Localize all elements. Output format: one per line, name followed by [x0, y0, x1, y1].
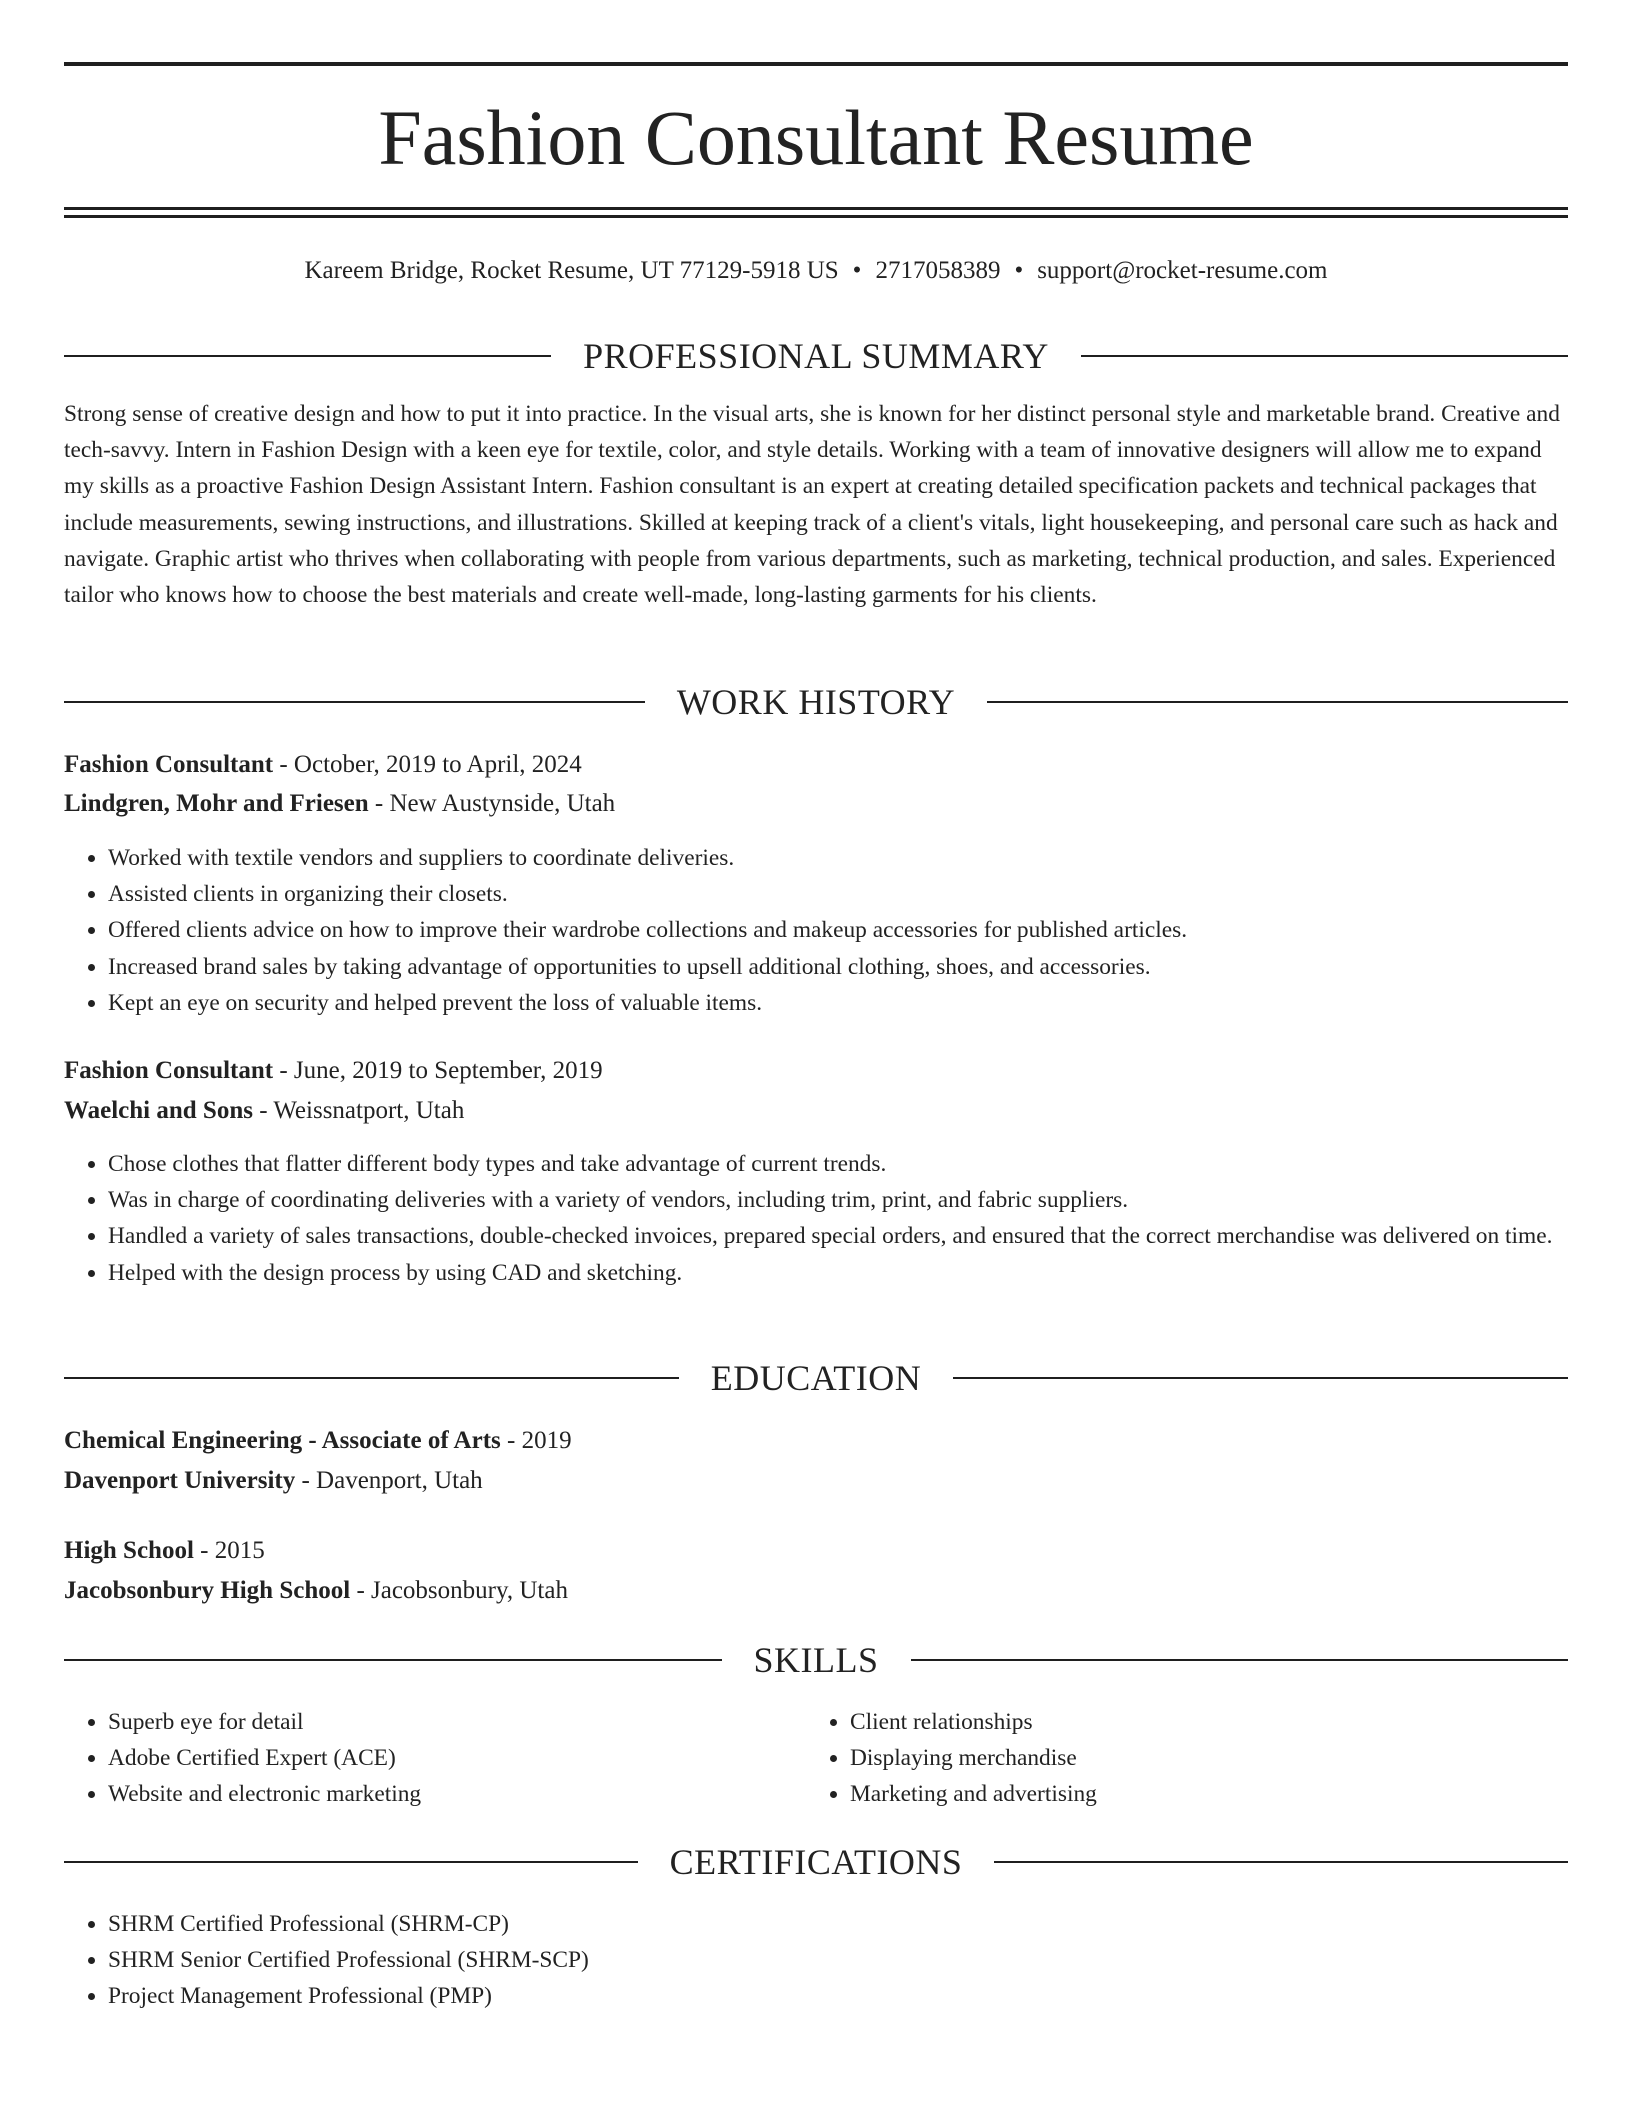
- education-year: - 2019: [500, 1427, 572, 1454]
- skill-item: • Superb eye for detail: [108, 1704, 808, 1740]
- work-section-header: [64, 680, 1568, 724]
- certifications-section-header: [64, 1840, 1568, 1884]
- education-school-line: [64, 1573, 568, 1609]
- list-item: • Assisted clients in organizing their closets.: [108, 876, 1568, 912]
- education-location: - Jacobsonbury, Utah: [350, 1577, 568, 1604]
- education-school: Jacobsonbury High School: [64, 1577, 351, 1604]
- job-location: - New Austynside, Utah: [368, 790, 616, 817]
- section-title: PROFESSIONAL SUMMARY: [583, 336, 1049, 376]
- job-title-line: [64, 1053, 603, 1089]
- education-year: - 2015: [193, 1537, 265, 1564]
- certifications-list: [64, 1906, 1568, 2015]
- job-company: Waelchi and Sons: [64, 1097, 253, 1124]
- contact-phone: 2717058389: [875, 257, 1001, 284]
- contact-address: Kareem Bridge, Rocket Resume, UT 77129-5918 US: [304, 257, 839, 284]
- skill-item: • Displaying merchandise: [850, 1740, 1550, 1776]
- education-degree-line: [64, 1423, 572, 1459]
- contact-line: [64, 254, 1568, 288]
- certification-item: • Project Management Professional (PMP): [108, 1978, 1568, 2014]
- section-rule: [911, 1659, 1569, 1661]
- list-item: • Increased brand sales by taking advantage of opportunities to upsell additional clothing, shoes, and accessories.: [108, 949, 1568, 985]
- job-title: Fashion Consultant: [64, 1057, 274, 1084]
- certification-item: • SHRM Certified Professional (SHRM-CP): [108, 1906, 1568, 1942]
- skill-item: • Website and electronic marketing: [108, 1776, 808, 1812]
- list-item: • Handled a variety of sales transactions, double-checked invoices, prepared special orders, and ensured that the correct merchandise was delivered on time.: [108, 1218, 1568, 1254]
- section-rule: [64, 1377, 679, 1379]
- list-item: • Helped with the design process by using CAD and sketching.: [108, 1255, 1568, 1291]
- summary-section-header: [64, 334, 1568, 378]
- certification-item: • SHRM Senior Certified Professional (SHRM-SCP): [108, 1942, 1568, 1978]
- section-rule: [64, 701, 645, 703]
- job-bullets: [64, 840, 1568, 1021]
- resume-title: Fashion Consultant Resume: [378, 94, 1254, 181]
- job-bullets: [64, 1146, 1568, 1291]
- section-rule: [64, 1861, 638, 1863]
- education-location: - Davenport, Utah: [295, 1467, 483, 1494]
- job-company-line: [64, 786, 615, 822]
- section-rule: [64, 355, 551, 357]
- skills-list-right: [806, 1704, 1550, 1812]
- section-rule: [1081, 355, 1568, 357]
- job-company: Lindgren, Mohr and Friesen: [64, 790, 369, 817]
- section-title: EDUCATION: [710, 1358, 922, 1398]
- section-rule: [953, 1377, 1568, 1379]
- section-title: CERTIFICATIONS: [669, 1842, 963, 1882]
- education-school: Davenport University: [64, 1467, 296, 1494]
- contact-email: support@rocket-resume.com: [1037, 257, 1328, 284]
- education-school-line: [64, 1463, 483, 1499]
- list-item: • Was in charge of coordinating deliveries with a variety of vendors, including trim, print, and fabric suppliers.: [108, 1182, 1568, 1218]
- contact-separator: •: [852, 257, 862, 284]
- skills-section-header: [64, 1638, 1568, 1682]
- section-rule: [64, 1659, 722, 1661]
- job-dates: - October, 2019 to April, 2024: [273, 751, 582, 778]
- section-rule: [987, 701, 1568, 703]
- education-degree: High School: [64, 1537, 194, 1564]
- list-item: • Worked with textile vendors and suppliers to coordinate deliveries.: [108, 840, 1568, 876]
- list-item: • Offered clients advice on how to improve their wardrobe collections and makeup accessories for published articles.: [108, 912, 1568, 948]
- skill-item: • Marketing and advertising: [850, 1776, 1550, 1812]
- skill-item: • Client relationships: [850, 1704, 1550, 1740]
- skill-item: • Adobe Certified Expert (ACE): [108, 1740, 808, 1776]
- job-location: - Weissnatport, Utah: [252, 1097, 465, 1124]
- contact-separator: •: [1014, 257, 1024, 284]
- education-degree-line: [64, 1533, 265, 1569]
- job-company-line: [64, 1093, 464, 1129]
- section-title: WORK HISTORY: [676, 682, 956, 722]
- list-item: • Kept an eye on security and helped prevent the loss of valuable items.: [108, 985, 1568, 1021]
- title-rule-lower: [64, 215, 1568, 218]
- job-dates: - June, 2019 to September, 2019: [273, 1057, 603, 1084]
- education-section-header: [64, 1356, 1568, 1400]
- education-degree: Chemical Engineering - Associate of Arts: [64, 1427, 501, 1454]
- skills-list-left: [64, 1704, 808, 1812]
- title-rule-upper: [64, 207, 1568, 210]
- section-rule: [994, 1861, 1568, 1863]
- job-title-line: [64, 747, 582, 783]
- job-title: Fashion Consultant: [64, 751, 274, 778]
- summary-text: Strong sense of creative design and how to put it into practice. In the visual arts, she is known for her distinct personal style and marketable brand. Creative and tech-savvy. Intern in Fashion Design with a keen eye for textile, color, and style details. Working with a team of innovative designers will allow me to expand my skills as a proactive Fashion Design Assistant Intern. Fashion consultant is an expert at creating detailed specification packets and technical packages that include measurements, sewing instructions, and illustrations. Skilled at keeping track of a client's vitals, light housekeeping, and personal care such as hack and navigate. Graphic artist who thrives when collaborating with people from various departments, such as marketing, technical production, and sales. Experienced tailor who knows how to choose the best materials and create well-made, long-lasting garments for his clients.: [64, 401, 1560, 609]
- top-rule: [64, 62, 1568, 66]
- section-title: SKILLS: [753, 1640, 879, 1680]
- list-item: • Chose clothes that flatter different body types and take advantage of current trends.: [108, 1146, 1568, 1182]
